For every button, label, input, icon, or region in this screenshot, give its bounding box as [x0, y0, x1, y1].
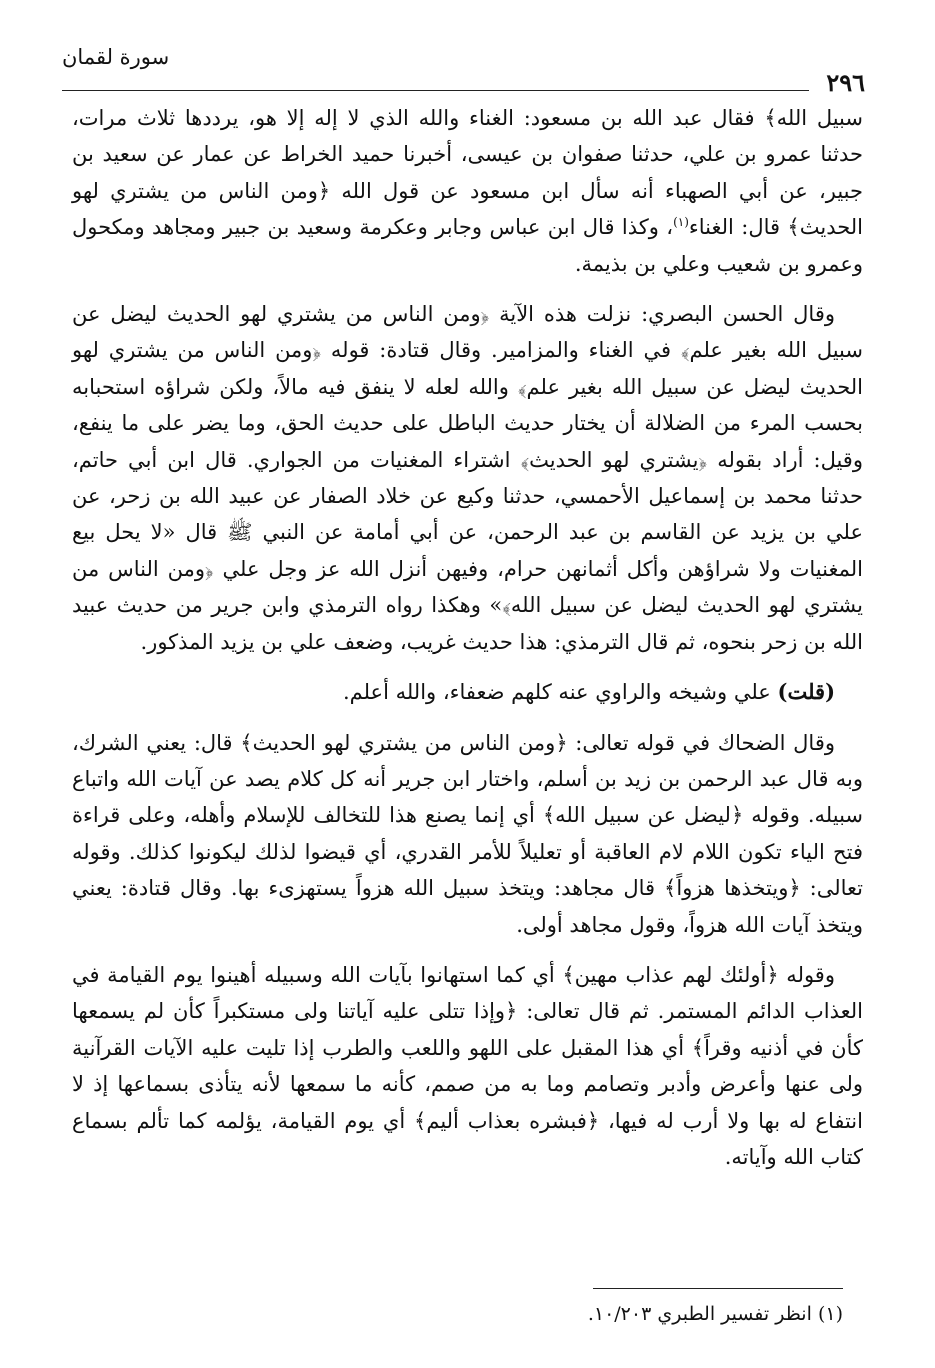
surah-title: سورة لقمان	[62, 45, 170, 69]
paragraph-2: وقال الحسن البصري: نزلت هذه الآية ﴿ومن الناس من يشتري لهو الحديث ليضل عن سبيل الله بغير علم﴾ في الغناء والمزامير. وقال قتادة: قوله ﴿ومن الناس من يشتري لهو الحديث ليضل عن سبيل الله بغير علم﴾ والله لعله لا ينفق فيه مالاً، ولكن شراؤه استحبابه بحسب المرء من الضلالة أن يختار حديث الباطل على حديث الحق، وما يضر على ما ينفع، وقيل: أراد بقوله ﴿يشتري لهو الحديث﴾ اشتراء المغنيات من الجواري. قال ابن أبي حاتم، حدثنا محمد بن إسماعيل الأحمسي، حدثنا وكيع عن خلاد الصفار عن عبيد الله بن زحر، عن علي بن يزيد عن القاسم بن عبد الرحمن، عن أبي أمامة عن النبي ﷺ قال «لا يحل بيع المغنيات ولا شراؤهن وأكل أثمانهن حرام، وفيهن أنزل الله عز وجل علي ﴿ومن الناس من يشتري لهو الحديث ليضل عن سبيل الله﴾» وهكذا رواه الترمذي وابن جرير من حديث عبيد الله بن زحر بنحوه، ثم قال الترمذي: هذا حديث غريب، وضعف علي بن يزيد المذكور.	[72, 302, 863, 654]
note-label: (قلت)	[777, 679, 835, 705]
paragraph-4: وقوله ﴿أولئك لهم عذاب مهين﴾ أي كما استهانوا بآيات الله وسبيله أهينوا يوم القيامة في العذاب الدائم المستمر. ثم قال تعالى: ﴿وإذا تتلى عليه آياتنا ولى مستكبراً كأن لم يسمعها كأن في أذنيه وقراً﴾ أي هذا المقبل على اللهو واللعب والطرب إذا تليت عليه الآيات القرآنية ولى عنها وأعرض وأدبر وتصامم وما به من صمم، كأنه ما سمعها لأنه يتأذى بسماعها إذ لا انتفاع له بها ولا أرب له فيها، ﴿فبشره بعذاب أليم﴾ أي يوم القيامة، يؤلمه كما تألم بسماع كتاب الله وآياته.	[72, 962, 863, 1169]
paragraph-1-text: سبيل الله﴾ فقال عبد الله بن مسعود: الغناء والله الذي لا إله إلا هو، يرددها ثلاث مرات، حدثنا عمرو بن علي، حدثنا صفوان بن عيسى، أخبرنا حميد الخراط عن عمار عن سعيد بن جبير، عن أبي الصهباء أنه سأل ابن مسعود عن قول الله ﴿ومن الناس من يشتري لهو الحديث﴾ قال: الغناء	[72, 106, 863, 240]
header-rule	[62, 90, 809, 91]
note-paragraph	[72, 674, 863, 710]
page-number: ٢٩٦	[826, 68, 865, 97]
body-text	[72, 100, 863, 1189]
note-text: علي وشيخه والراوي عنه كلهم ضعفاء، والله أعلم.	[342, 680, 778, 705]
footnote-number: (١)	[817, 1303, 843, 1325]
footnote-text: انظر تفسير الطبري ١٠/٢٠٣.	[587, 1303, 812, 1325]
footnote-reference: (١)	[673, 215, 689, 230]
footnote-rule	[593, 1288, 843, 1289]
page-header	[62, 42, 865, 97]
paragraph-1-tail: ، وكذا قال ابن عباس وجابر وعكرمة وسعيد بن جبير ومجاهد ومكحول وعمرو بن شعيب وعلي بن بذيمة.	[72, 215, 863, 276]
footnote	[72, 1300, 843, 1328]
paragraph-3: وقال الضحاك في قوله تعالى: ﴿ومن الناس من يشتري لهو الحديث﴾ قال: يعني الشرك، وبه قال عبد الرحمن بن زيد بن أسلم، واختار ابن جرير أنه كل كلام يصد عن آيات الله واتباع سبيله. وقوله ﴿ليضل عن سبيل الله﴾ أي إنما يصنع هذا للتخالف للإسلام وأهله، وعلى قراءة فتح الياء تكون اللام لام العاقبة أو تعليلاً للأمر القدري، أي قيضوا لذلك ليكونوا كذلك. وقوله تعالى: ﴿ويتخذها هزواً﴾ قال مجاهد: ويتخذ سبيل الله هزواً يستهزىء بها. وقال قتادة: يعني ويتخذ آيات الله هزواً، وقول مجاهد أولى.	[72, 730, 864, 937]
paragraph-1	[72, 100, 863, 282]
